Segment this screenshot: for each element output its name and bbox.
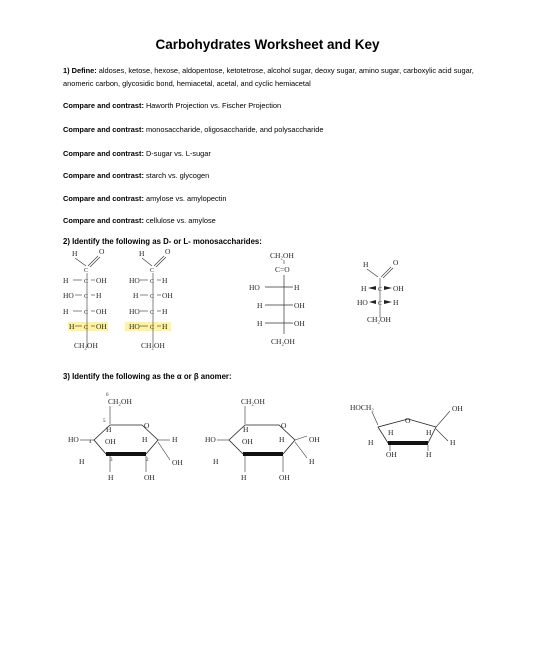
hoch2-label: HOCH₂: [350, 403, 374, 412]
svg-text:H: H: [243, 425, 249, 434]
ring-oxygen: O: [405, 416, 411, 425]
svg-text:HO: HO: [129, 322, 140, 331]
svg-text:C: C: [150, 325, 155, 331]
compare-text: D-sugar vs. L-sugar: [145, 149, 211, 158]
svg-text:OH: OH: [144, 473, 155, 482]
svg-text:HO: HO: [129, 307, 140, 316]
aldehyde-h: H: [139, 249, 145, 258]
svg-text:H: H: [294, 283, 300, 292]
haworth-projection-1: [60, 390, 200, 482]
svg-text:H: H: [63, 307, 69, 316]
ring-oxygen: O: [144, 421, 150, 430]
question-3-heading: 3) Identify the following as the α or β anomer:: [63, 372, 232, 381]
svg-text:HO: HO: [249, 283, 260, 292]
compare-text: cellulose vs. amylose: [145, 216, 216, 225]
fischer-projection-1: [60, 248, 120, 358]
fischer-row: [63, 291, 102, 300]
fischer-row: [361, 284, 404, 293]
svg-text:HO: HO: [129, 276, 140, 285]
page-title: Carbohydrates Worksheet and Key: [155, 37, 380, 52]
svg-text:C: C: [84, 325, 89, 331]
furanose-ring: [350, 395, 470, 470]
svg-text:OH: OH: [294, 301, 305, 310]
ch2oh-label: CH₂OH: [141, 341, 165, 350]
svg-text:5: 5: [103, 419, 106, 424]
compare-item: [63, 125, 323, 134]
compare-item: [63, 101, 281, 110]
svg-text:3: 3: [110, 458, 113, 463]
svg-text:OH: OH: [279, 473, 290, 482]
compare-text: monosaccharide, oligosaccharide, and polysaccharide: [145, 125, 324, 134]
ring-oxygen: O: [281, 421, 287, 430]
svg-text:H: H: [213, 457, 219, 466]
svg-text:H: H: [79, 457, 85, 466]
question-1-text: aldoses, ketose, hexose, aldopentose, ketotetrose, alcohol sugar, deoxy sugar, amino sugar, carboxylic acid sugar, anomeric carbon, glycosidic bond, hemiacetal, acetal, and cyclic hemiacetal: [63, 66, 474, 88]
compare-item: [63, 171, 209, 180]
svg-text:C: C: [84, 294, 89, 300]
ch2oh-label: CH₂OH: [367, 315, 391, 324]
fischer-row: [249, 283, 300, 292]
svg-text:C: C: [378, 287, 383, 293]
svg-text:H: H: [257, 301, 263, 310]
svg-text:H: H: [393, 298, 399, 307]
svg-text:C: C: [150, 294, 155, 300]
fischer-row: [129, 307, 168, 316]
svg-text:C: C: [84, 279, 89, 285]
ch2oh-label: CH₂OH: [241, 397, 265, 406]
fischer-row: [63, 276, 107, 285]
compare-item: [63, 194, 226, 203]
ch2oh-label: CH₂OH: [74, 341, 98, 350]
aldehyde-o: O: [99, 247, 105, 256]
svg-text:H: H: [172, 435, 178, 444]
svg-text:H: H: [388, 428, 394, 437]
question-1: [63, 64, 483, 90]
compare-label: Compare and contrast:: [63, 216, 144, 225]
svg-text:OH: OH: [96, 276, 107, 285]
aldehyde-o: O: [393, 258, 399, 267]
svg-text:OH: OH: [96, 307, 107, 316]
svg-text:H: H: [279, 435, 285, 444]
svg-text:H: H: [142, 435, 148, 444]
svg-text:HO: HO: [357, 298, 368, 307]
compare-label: Compare and contrast:: [63, 194, 144, 203]
svg-text:OH: OH: [162, 291, 173, 300]
svg-text:H: H: [96, 291, 102, 300]
svg-text:C: C: [378, 301, 383, 307]
svg-text:H: H: [133, 291, 139, 300]
question-1-label: 1) Define:: [63, 66, 97, 75]
svg-text:HO: HO: [68, 435, 79, 444]
fischer-row: [257, 301, 305, 310]
fischer-row: [129, 276, 168, 285]
compare-label: Compare and contrast:: [63, 171, 144, 180]
fischer-projection-2: [125, 248, 185, 358]
svg-text:H: H: [108, 473, 114, 482]
svg-text:C: C: [84, 268, 89, 274]
svg-text:H: H: [162, 276, 168, 285]
compare-label: Compare and contrast:: [63, 125, 144, 134]
svg-text:OH: OH: [105, 437, 116, 446]
svg-text:4: 4: [89, 440, 92, 445]
svg-text:H: H: [257, 319, 263, 328]
svg-text:HO: HO: [63, 291, 74, 300]
svg-text:H: H: [63, 276, 69, 285]
svg-text:C: C: [150, 279, 155, 285]
svg-text:H: H: [361, 284, 367, 293]
compare-text: starch vs. glycogen: [145, 171, 210, 180]
svg-text:HO: HO: [205, 435, 216, 444]
compare-item: [63, 149, 211, 158]
fischer-row: [257, 319, 305, 328]
ketone-label: C=O: [275, 265, 290, 274]
svg-text:OH: OH: [309, 435, 320, 444]
svg-text:2: 2: [146, 458, 149, 463]
aldehyde-h: H: [72, 249, 78, 258]
svg-text:C: C: [84, 310, 89, 316]
svg-text:C: C: [150, 268, 155, 274]
svg-text:OH: OH: [294, 319, 305, 328]
ch2oh-label: CH₂OH: [271, 337, 295, 346]
fischer-row: [357, 298, 399, 307]
compare-text: Haworth Projection vs. Fischer Projection: [145, 101, 282, 110]
svg-text:OH: OH: [96, 322, 107, 331]
svg-text:OH: OH: [452, 404, 463, 413]
fischer-row: [63, 307, 107, 316]
aldehyde-h: H: [363, 260, 369, 269]
svg-text:OH: OH: [242, 437, 253, 446]
fischer-projection-4: [357, 258, 432, 333]
svg-text:H: H: [426, 428, 432, 437]
svg-text:OH: OH: [172, 458, 183, 467]
ch2oh-label: CH₂OH: [108, 397, 132, 406]
svg-text:C: C: [150, 310, 155, 316]
svg-text:H: H: [426, 450, 432, 459]
svg-text:H: H: [162, 307, 168, 316]
svg-text:H: H: [450, 438, 456, 447]
ch2oh-label: CH₂OH: [270, 251, 294, 260]
svg-text:H: H: [241, 473, 247, 482]
compare-item: [63, 216, 216, 225]
svg-text:H: H: [106, 425, 112, 434]
svg-text:OH: OH: [393, 284, 404, 293]
svg-text:H: H: [69, 322, 75, 331]
svg-text:6: 6: [106, 393, 109, 398]
svg-text:H: H: [162, 322, 168, 331]
svg-text:H: H: [309, 457, 315, 466]
compare-text: amylose vs. amylopectin: [145, 194, 227, 203]
question-2-heading: 2) Identify the following as D- or L- monosaccharides:: [63, 237, 262, 246]
svg-text:H: H: [368, 438, 374, 447]
fischer-projection-3: [244, 248, 319, 353]
compare-label: Compare and contrast:: [63, 101, 144, 110]
svg-text:OH: OH: [386, 450, 397, 459]
aldehyde-o: O: [165, 247, 171, 256]
haworth-projection-2: [205, 390, 340, 482]
compare-label: Compare and contrast:: [63, 149, 144, 158]
